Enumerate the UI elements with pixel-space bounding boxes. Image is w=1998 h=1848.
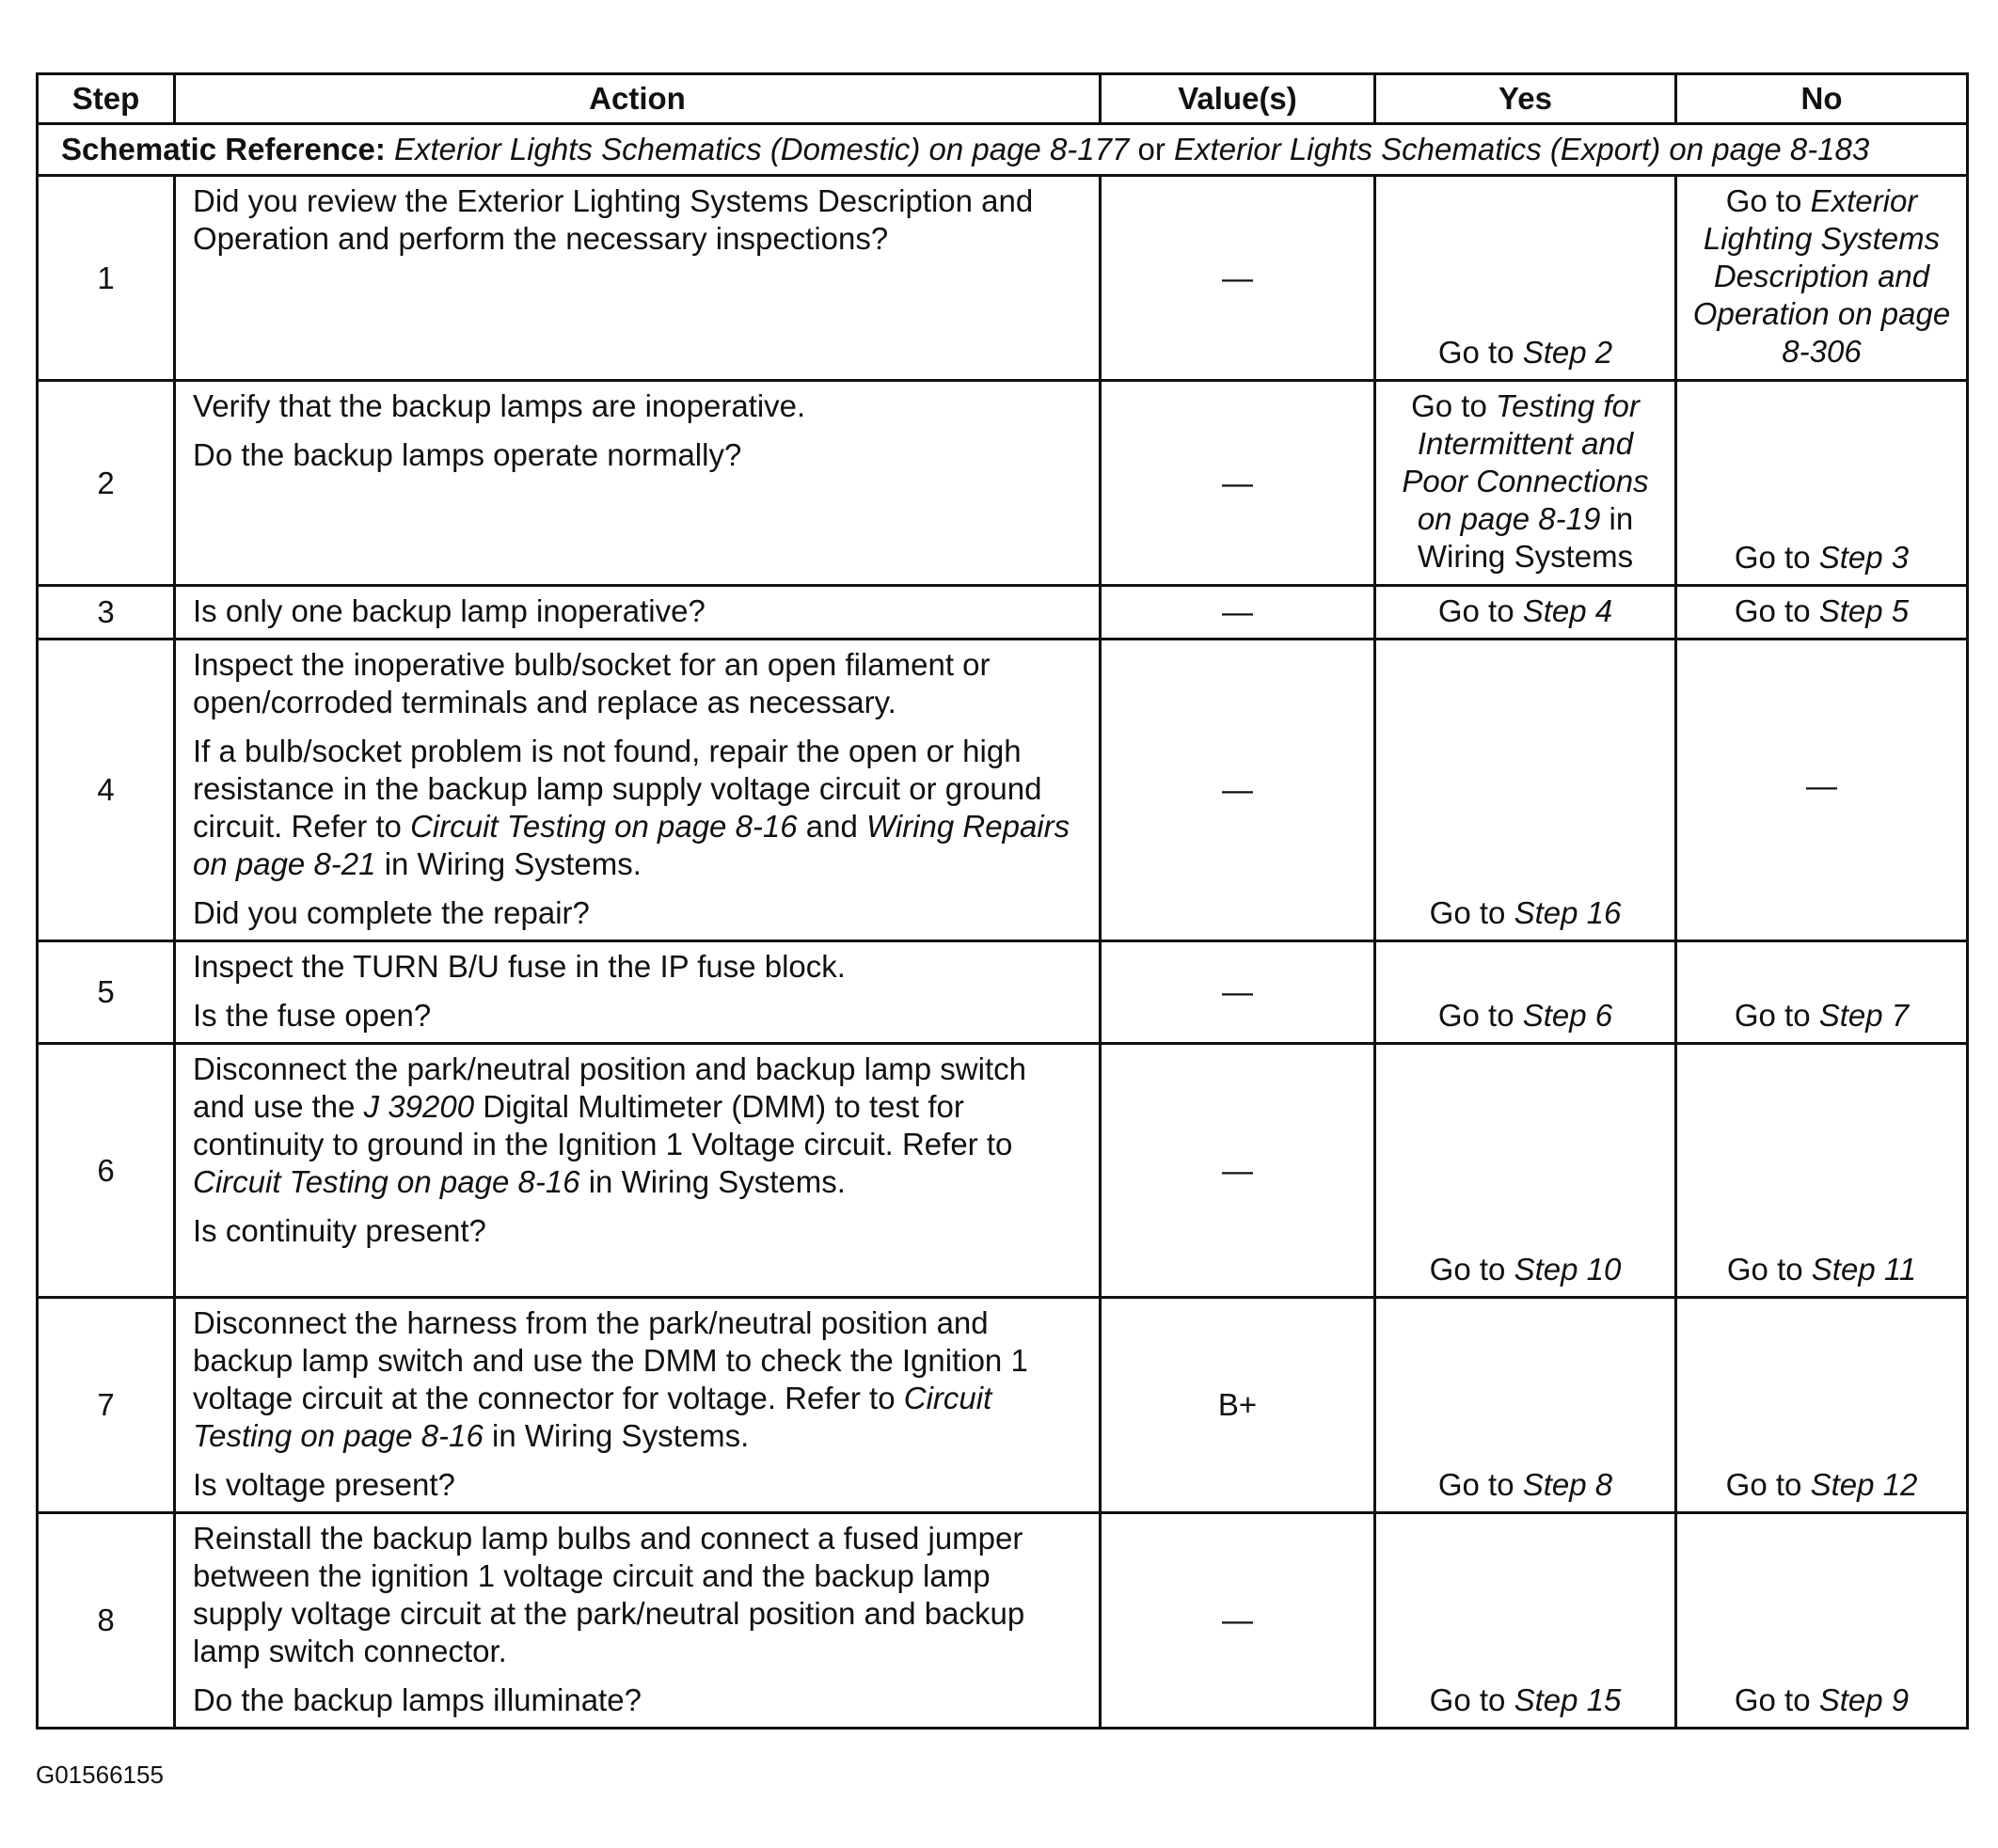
no-prefix: Go to <box>1734 540 1811 575</box>
action-text: Reinstall the backup lamp bulbs and connect a fused jumper between the ignition 1 voltage circuit and the backup lamp supply voltage circuit at the park/neutral position and backup lamp switch connector. <box>193 1521 1025 1668</box>
schematic-reference <box>38 124 1968 176</box>
yes-prefix: Go to <box>1437 335 1514 370</box>
action-question: Did you complete the repair? <box>193 895 590 930</box>
no-cell <box>1676 381 1968 586</box>
value-cell: B+ <box>1101 1298 1375 1513</box>
value-cell: — <box>1101 1513 1375 1729</box>
schematic-or: or <box>1137 132 1166 166</box>
yes-prefix: Go to <box>1437 1467 1514 1502</box>
step-number: 4 <box>38 640 175 941</box>
yes-prefix: Go to <box>1429 1252 1506 1287</box>
yes-prefix: Go to <box>1411 388 1487 423</box>
action-question: Do the backup lamps illuminate? <box>193 1682 642 1717</box>
yes-cell <box>1375 1044 1676 1298</box>
no-step-ref: Step 5 <box>1818 593 1910 628</box>
yes-cell <box>1375 640 1676 941</box>
no-cell <box>1676 586 1968 640</box>
value-cell: — <box>1101 381 1375 586</box>
table-row <box>38 1298 1968 1513</box>
yes-step-ref: Step 4 <box>1522 593 1613 628</box>
schematic-ref-domestic: Exterior Lights Schematics (Domestic) on page 8-177 <box>394 132 1130 166</box>
yes-cell <box>1375 176 1676 381</box>
action-question: Is only one backup lamp inoperative? <box>193 593 706 628</box>
no-cell <box>1676 1044 1968 1298</box>
header-row <box>38 74 1968 124</box>
action-cell <box>175 640 1101 941</box>
yes-cell <box>1375 1513 1676 1729</box>
action-cell <box>175 941 1101 1044</box>
action-cell <box>175 1298 1101 1513</box>
reference-link: Wiring Repairs on page 8-21 <box>193 809 1070 881</box>
table-row <box>38 941 1968 1044</box>
reference-link: Circuit Testing on page 8-16 <box>193 1381 992 1453</box>
yes-step-ref: Step 6 <box>1522 998 1613 1033</box>
table-row <box>38 176 1968 381</box>
action-cell <box>175 586 1101 640</box>
action-text: Inspect the TURN B/U fuse in the IP fuse block. <box>193 949 846 984</box>
schematic-reference-row <box>38 124 1968 176</box>
yes-step-ref: Step 15 <box>1514 1682 1622 1717</box>
no-prefix: Go to <box>1725 1467 1802 1502</box>
header-action: Action <box>175 74 1101 124</box>
header-yes: Yes <box>1375 74 1676 124</box>
diagnostic-table <box>36 72 1969 1730</box>
no-prefix: Go to <box>1726 1252 1803 1287</box>
yes-prefix: Go to <box>1429 1682 1506 1717</box>
yes-step-ref: Testing for Intermittent and Poor Connections on page 8-19 <box>1402 388 1649 536</box>
header-values: Value(s) <box>1101 74 1375 124</box>
action-question: Is continuity present? <box>193 1213 486 1248</box>
no-prefix: Go to <box>1734 1682 1811 1717</box>
reference-link: Circuit Testing on page 8-16 <box>410 809 798 844</box>
no-cell <box>1676 941 1968 1044</box>
no-cell: — <box>1676 640 1968 941</box>
value-cell: — <box>1101 586 1375 640</box>
step-number: 2 <box>38 381 175 586</box>
no-prefix: Go to <box>1725 183 1802 218</box>
table-row <box>38 586 1968 640</box>
no-cell <box>1676 176 1968 381</box>
table-row <box>38 381 1968 586</box>
step-number: 7 <box>38 1298 175 1513</box>
yes-cell <box>1375 381 1676 586</box>
reference-link: Circuit Testing on page 8-16 <box>193 1164 580 1199</box>
action-text: Verify that the backup lamps are inoperative. <box>193 388 806 423</box>
value-cell: — <box>1101 640 1375 941</box>
yes-prefix: Go to <box>1437 593 1514 628</box>
no-prefix: Go to <box>1734 998 1811 1033</box>
yes-step-ref: Step 10 <box>1514 1252 1622 1287</box>
step-number: 8 <box>38 1513 175 1729</box>
no-step-ref: Step 3 <box>1818 540 1910 575</box>
header-step: Step <box>38 74 175 124</box>
action-text: Disconnect the park/neutral position and backup lamp switch and use the J 39200 Digital Multimeter (DMM) to test for continuity to ground in the Ignition 1 Voltage circuit. Refer to Circuit Testing on page 8-16 in Wiring Systems. <box>193 1051 1026 1199</box>
table-row <box>38 640 1968 941</box>
yes-cell <box>1375 1298 1676 1513</box>
no-step-ref: Step 11 <box>1811 1252 1917 1287</box>
value-cell: — <box>1101 1044 1375 1298</box>
no-cell <box>1676 1298 1968 1513</box>
value-cell: — <box>1101 176 1375 381</box>
yes-prefix: Go to <box>1437 998 1514 1033</box>
no-prefix: Go to <box>1734 593 1811 628</box>
schematic-label: Schematic Reference: <box>61 132 386 166</box>
tool-reference: J 39200 <box>363 1089 475 1124</box>
yes-suffix: in Wiring Systems <box>1417 501 1634 574</box>
yes-step-ref: Step 16 <box>1514 895 1622 930</box>
action-text: Did you review the Exterior Lighting Systems Description and Operation and perform the necessary inspections? <box>193 183 1034 256</box>
action-cell <box>175 1044 1101 1298</box>
action-question: Is the fuse open? <box>193 998 432 1033</box>
action-question: Is voltage present? <box>193 1467 455 1502</box>
no-step-ref: Step 12 <box>1810 1467 1918 1502</box>
header-no: No <box>1676 74 1968 124</box>
no-cell <box>1676 1513 1968 1729</box>
yes-cell <box>1375 941 1676 1044</box>
action-question: Do the backup lamps operate normally? <box>193 437 742 472</box>
action-cell <box>175 1513 1101 1729</box>
schematic-ref-export: Exterior Lights Schematics (Export) on page 8-183 <box>1174 132 1870 166</box>
value-cell: — <box>1101 941 1375 1044</box>
table-row <box>38 1513 1968 1729</box>
no-step-ref: Exterior Lighting Systems Description and Operation on page 8-306 <box>1692 183 1951 369</box>
step-number: 3 <box>38 586 175 640</box>
table-row <box>38 1044 1968 1298</box>
action-text-2: If a bulb/socket problem is not found, repair the open or high resistance in the backup lamp supply voltage circuit or ground circuit. Refer to Circuit Testing on page 8-16 and Wiring Repairs on page 8-21 in Wiring Systems. <box>193 734 1070 881</box>
action-cell <box>175 381 1101 586</box>
action-cell <box>175 176 1101 381</box>
step-number: 6 <box>38 1044 175 1298</box>
yes-cell <box>1375 586 1676 640</box>
no-step-ref: Step 7 <box>1818 998 1910 1033</box>
yes-step-ref: Step 8 <box>1522 1467 1613 1502</box>
yes-step-ref: Step 2 <box>1522 335 1613 370</box>
action-text: Disconnect the harness from the park/neutral position and backup lamp switch and use the DMM to check the Ignition 1 voltage circuit at the connector for voltage. Refer to Circuit Testing on page 8-16 in Wiring Systems. <box>193 1305 1028 1453</box>
figure-id: G01566155 <box>36 1761 164 1789</box>
action-text: Inspect the inoperative bulb/socket for an open filament or open/corroded terminals and replace as necessary. <box>193 647 991 719</box>
step-number: 1 <box>38 176 175 381</box>
no-step-ref: Step 9 <box>1818 1682 1910 1717</box>
yes-prefix: Go to <box>1429 895 1506 930</box>
step-number: 5 <box>38 941 175 1044</box>
